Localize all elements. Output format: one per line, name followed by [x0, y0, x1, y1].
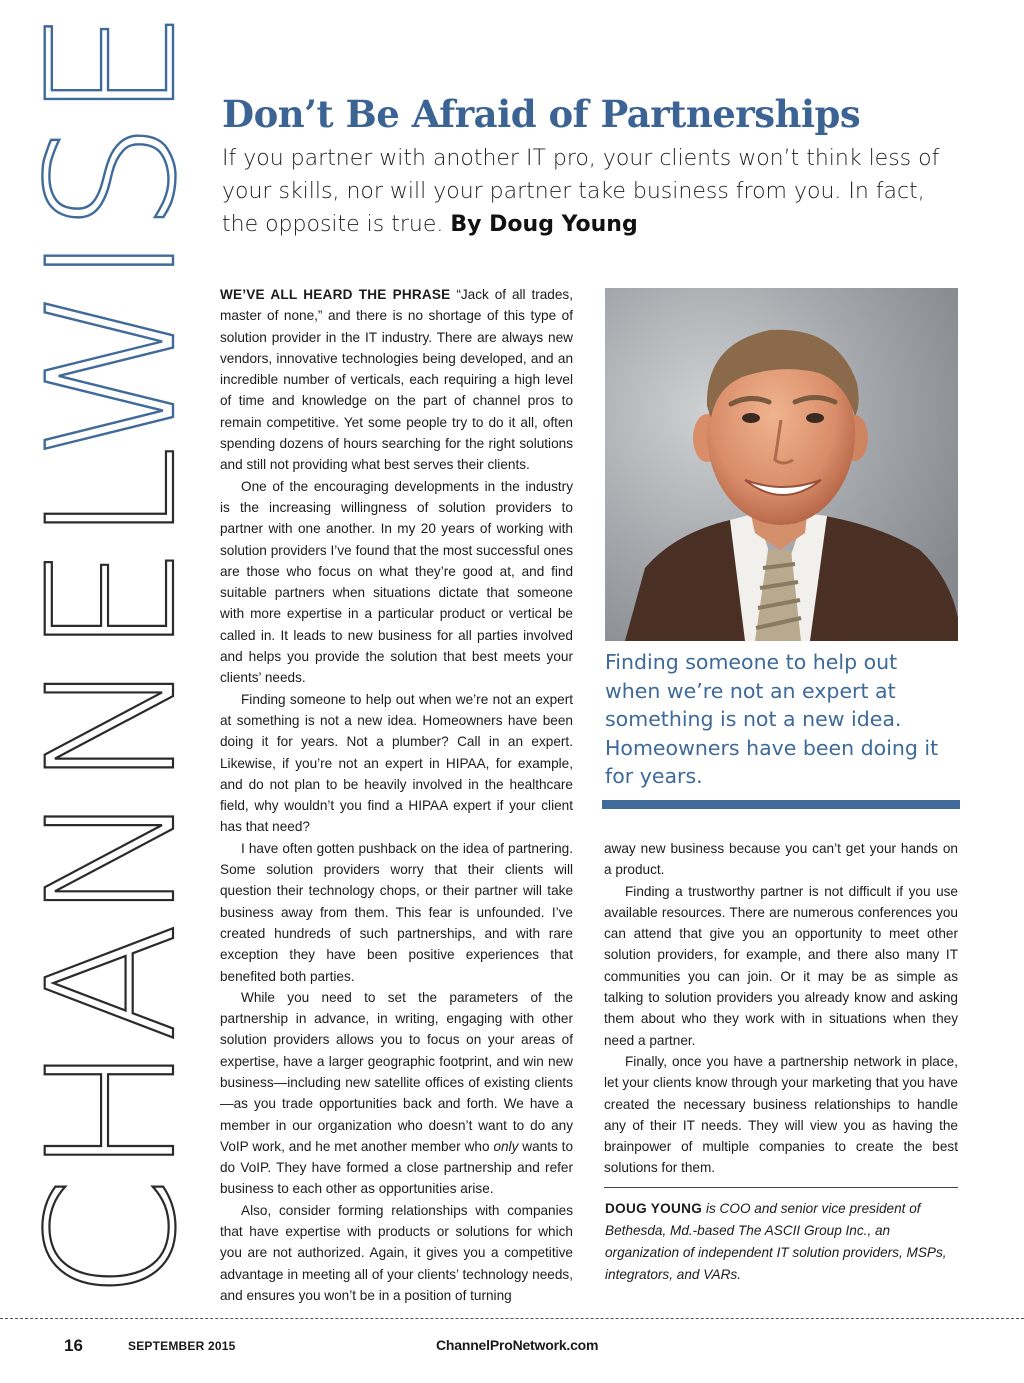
body-column-left — [220, 284, 573, 1306]
article-title: Don’t Be Afraid of Partnerships — [222, 92, 861, 136]
body-paragraph: One of the encouraging developments in the industry is the increasing willingness of solution providers to partner with one another. In my 20 years of working with solution providers I’ve found that the most successful ones are those who focus on what they’re good at, and find suitable partners when situations dictate that someone with more expertise in a particular product or vertical be called in. It leads to new business for all parties involved and helps you provide the solution that best meets your clients’ needs. — [220, 478, 573, 686]
body-paragraph: Finding a trustworthy partner is not difficult if you use available resources. There are numerous conferences you can attend that give you an opportunity to meet other solution providers, for example, and there also many IT communities you can join. Or it may be as simple as talking to solution providers you already know and asking them about who they work with in situations when they need a partner. — [604, 883, 958, 1048]
issue-date: SEPTEMBER 2015 — [128, 1339, 236, 1353]
author-bio — [605, 1198, 958, 1286]
body-paragraph: Finally, once you have a partnership network in place, let your clients know through your marketing that you have created the necessary business relationships to handle any of their IT needs. They will view you as having the brainpower of multiple companies to create the best solutions for them. — [604, 1053, 958, 1176]
body-paragraph: WE’VE ALL HEARD THE PHRASE “Jack of all trades, master of none,” and there is no shortage of this type of solution provider in the IT industry. There are always new vendors, innovative technologies being developed, and an incredible number of verticals, each requiring a high level of time and knowledge on the part of channel pros to remain competitive. Yet some people try to do it all, often spending dozens of hours searching for the right solutions and still not providing what best serves their clients. — [220, 287, 573, 473]
section-label — [10, 8, 215, 1300]
byline: By Doug Young — [450, 212, 638, 237]
article-deck — [222, 142, 962, 241]
author-photo — [605, 288, 958, 641]
body-paragraph: away new business because you can’t get your hands on a product. — [604, 841, 958, 878]
bio-text: is COO and senior vice president of Bethesda, Md.-based The ASCII Group Inc., an organization of independent IT solution providers, MSPs, integrators, and VARs. — [605, 1201, 947, 1282]
bio-divider — [604, 1187, 958, 1188]
pull-quote-rule — [602, 800, 960, 809]
author-portrait-illustration — [605, 288, 958, 641]
body-paragraph: Finding someone to help out when we’re not an expert at something is not a new idea. Homeowners have been doing it for years. Not a plumber? Call in an expert. Likewise, if you’re not an expert in HIPAA, for example, and do not plan to be heavily involved in the healthcare field, why wouldn’t you find a HIPAA expert if your client has that need? — [220, 691, 573, 835]
lead-in: WE’VE ALL HEARD THE PHRASE — [220, 287, 451, 302]
page-number: 16 — [64, 1336, 83, 1355]
pull-quote: Finding someone to help out when we’re not an expert at something is not a new idea. Homeowners have been doing it for years. — [605, 650, 939, 788]
section-label-accent: WISE — [10, 8, 215, 461]
site-url: ChannelProNetwork.com — [436, 1337, 599, 1353]
body-column-right — [604, 838, 958, 1179]
footer-divider — [0, 1318, 1024, 1319]
body-paragraph: While you need to set the parameters of the partnership in advance, in writing, engaging with other solution providers allows you to focus on your areas of expertise, have a larger geographic footprint, and win new business—including new satellite offices of existing clients—as you trade opportunities back and forth. We have a member in our organization who doesn’t want to do any VoIP work, and he met another member who only wants to do VoIP. They have formed a close partnership and refer business to each other as opportunities arise. — [220, 989, 574, 1197]
section-label-main: CHANNEL — [10, 460, 215, 1300]
emphasis: only — [493, 1138, 519, 1154]
bio-name: DOUG YOUNG — [605, 1201, 703, 1216]
body-paragraph: I have often gotten pushback on the idea of partnering. Some solution providers worry that their clients will question their technology chops, or their partner will take business away from them. This fear is unfounded. I’ve created hundreds of such partnerships, and with rare exception they have been positive experiences that benefited both parties. — [220, 840, 573, 984]
deck-text: If you partner with another IT pro, your clients won’t think less of your skills, nor will your partner take business from you. In fact, the opposite is true. — [222, 146, 940, 237]
body-paragraph: Also, consider forming relationships with companies that have expertise with products or solutions for which you are not authorized. Again, it gives you a competitive advantage in meeting all of your clients’ technology needs, and ensures you won’t be in a position of turning — [220, 1202, 573, 1303]
